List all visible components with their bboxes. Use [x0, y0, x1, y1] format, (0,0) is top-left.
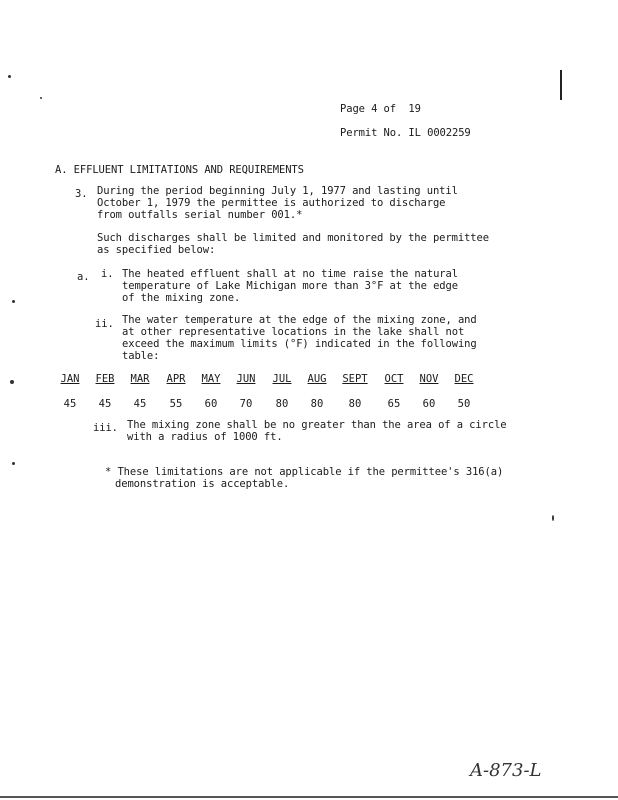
- month-header: JUL: [272, 373, 292, 385]
- temperature-value: 80: [348, 398, 362, 410]
- temperature-value: 70: [239, 398, 253, 410]
- month-header: DEC: [454, 373, 474, 385]
- item-3-number: 3.: [75, 188, 88, 200]
- scan-speck: [552, 515, 554, 521]
- scan-speck: [40, 97, 42, 99]
- item-3-line: from outfalls serial number 001.*: [97, 209, 303, 221]
- footnote-line: * These limitations are not applicable if the permittee's 316(a): [105, 466, 504, 478]
- temperature-value: 50: [457, 398, 471, 410]
- temperature-value: 55: [169, 398, 183, 410]
- month-header: APR: [166, 373, 186, 385]
- item-iii-line: with a radius of 1000 ft.: [127, 431, 283, 443]
- scan-speck: [12, 462, 15, 465]
- item-ii-line: exceed the maximum limits (°F) indicated in the following: [122, 338, 477, 350]
- item-ii-label: ii.: [95, 318, 114, 330]
- scan-speck: [8, 75, 11, 78]
- item-ii-line: The water temperature at the edge of the mixing zone, and: [122, 314, 477, 326]
- month-header: AUG: [307, 373, 327, 385]
- limit-line: as specified below:: [97, 244, 216, 256]
- limit-line: Such discharges shall be limited and monitored by the permittee: [97, 232, 489, 244]
- handwritten-initials: A-873-L: [470, 760, 542, 781]
- item-i-line: of the mixing zone.: [122, 292, 241, 304]
- item-ii-line: table:: [122, 350, 160, 362]
- month-header: MAR: [130, 373, 150, 385]
- temperature-value: 60: [422, 398, 436, 410]
- month-header: NOV: [419, 373, 439, 385]
- scan-speck: [10, 380, 14, 384]
- temperature-value: 45: [63, 398, 77, 410]
- item-ii-line: at other representative locations in the lake shall not: [122, 326, 465, 338]
- item-iii-label: iii.: [93, 422, 118, 434]
- item-3-line: October 1, 1979 the permittee is authorized to discharge: [97, 197, 446, 209]
- month-header: OCT: [384, 373, 404, 385]
- temperature-value: 80: [310, 398, 324, 410]
- item-iii-line: The mixing zone shall be no greater than the area of a circle: [127, 419, 507, 431]
- scan-bottom-edge: [0, 796, 618, 798]
- temperature-value: 80: [275, 398, 289, 410]
- temperature-value: 45: [98, 398, 112, 410]
- month-header: JAN: [60, 373, 80, 385]
- month-header: MAY: [201, 373, 221, 385]
- temperature-value: 45: [133, 398, 147, 410]
- item-i-line: temperature of Lake Michigan more than 3°F at the edge: [122, 280, 458, 292]
- temperature-value: 60: [204, 398, 218, 410]
- item-i-line: The heated effluent shall at no time raise the natural: [122, 268, 458, 280]
- month-header: SEPT: [342, 373, 368, 385]
- item-i-label: i.: [101, 268, 114, 280]
- permit-number: Permit No. IL 0002259: [340, 127, 471, 139]
- item-a-label: a.: [77, 271, 90, 283]
- month-header: JUN: [236, 373, 256, 385]
- scan-speck: [12, 300, 15, 303]
- footnote-line: demonstration is acceptable.: [115, 478, 290, 490]
- item-3-line: During the period beginning July 1, 1977 and lasting until: [97, 185, 458, 197]
- section-title: A. EFFLUENT LIMITATIONS AND REQUIREMENTS: [55, 164, 304, 176]
- scan-top-edge: [560, 70, 562, 100]
- page-number: Page 4 of 19: [340, 103, 421, 115]
- temperature-value: 65: [387, 398, 401, 410]
- month-header: FEB: [95, 373, 115, 385]
